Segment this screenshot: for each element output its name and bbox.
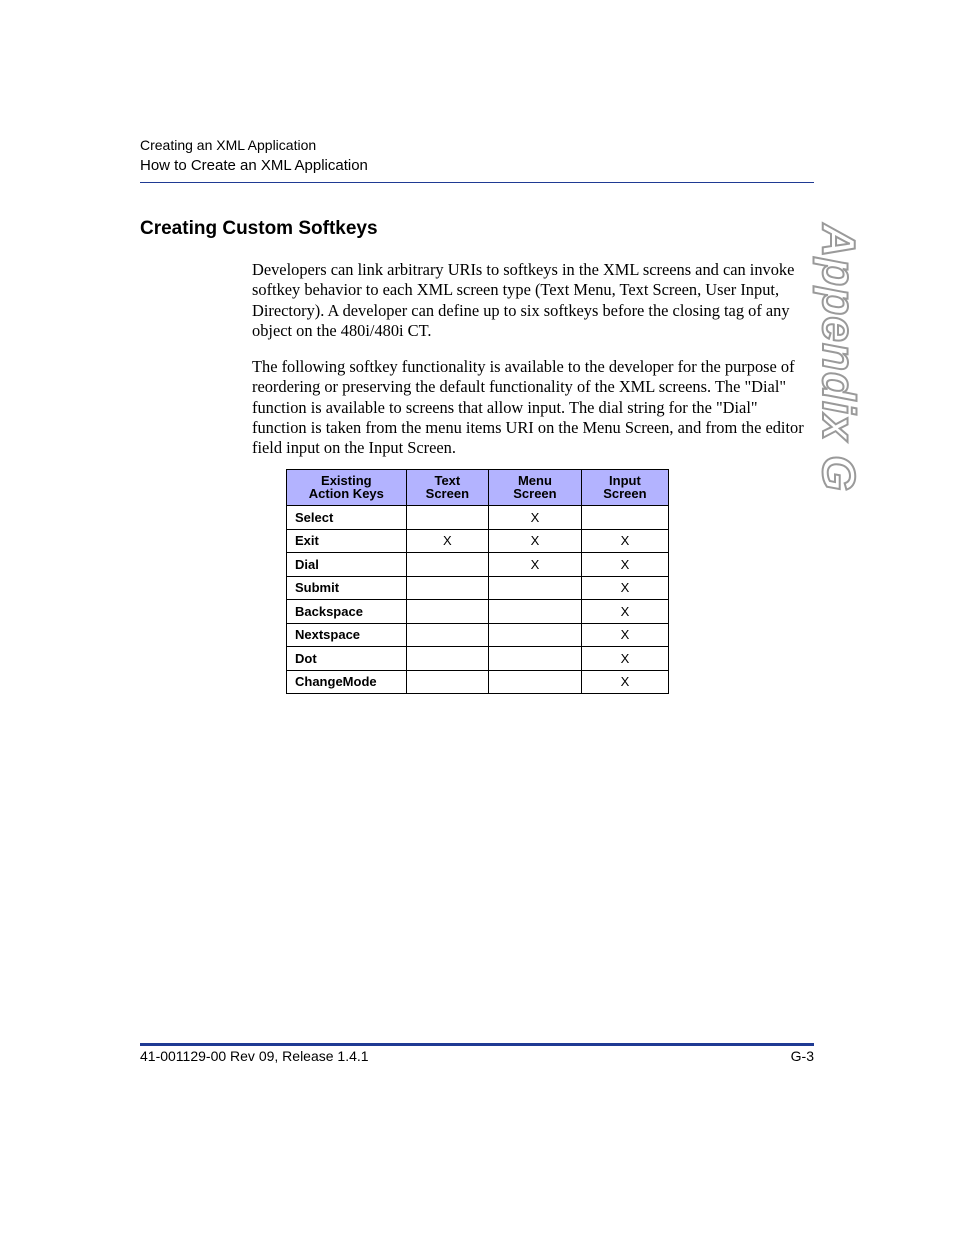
table-row	[287, 576, 669, 600]
table-cell: X	[581, 623, 668, 647]
table-row	[287, 553, 669, 577]
table-cell: X	[489, 529, 582, 553]
softkey-table	[286, 469, 669, 694]
appendix-side-tab-label: Appendix G	[813, 223, 865, 492]
table-row	[287, 529, 669, 553]
table-cell-key: Submit	[287, 576, 407, 600]
appendix-side-tab	[813, 223, 865, 492]
table-cell: X	[581, 529, 668, 553]
table-cell	[406, 553, 488, 577]
table-cell-key: ChangeMode	[287, 670, 407, 694]
header-cell-input-screen: Input Screen	[581, 470, 668, 506]
running-header-chapter: Creating an XML Application	[140, 137, 317, 153]
table-cell	[489, 670, 582, 694]
running-header-section: How to Create an XML Application	[140, 157, 368, 174]
footer-divider	[140, 1043, 814, 1046]
table-cell: X	[581, 576, 668, 600]
table-cell	[489, 623, 582, 647]
table-cell: X	[581, 670, 668, 694]
table-cell	[406, 506, 488, 530]
table-row	[287, 647, 669, 671]
table-cell: X	[489, 553, 582, 577]
table-cell	[406, 670, 488, 694]
table-cell	[406, 600, 488, 624]
table-cell-key: Select	[287, 506, 407, 530]
table-cell: X	[581, 647, 668, 671]
header-cell-text-screen: Text Screen	[406, 470, 488, 506]
table-row	[287, 506, 669, 530]
section-title: Creating Custom Softkeys	[140, 218, 378, 239]
table-row	[287, 600, 669, 624]
table-cell: X	[581, 553, 668, 577]
table-cell-key: Backspace	[287, 600, 407, 624]
table-header-row	[287, 470, 669, 506]
paragraph-intro: Developers can link arbitrary URIs to softkeys in the XML screens and can invoke softkey behavior to each XML screen type (Text Menu, Text Screen, User Input, Directory). A developer can define up to six softkeys before the closing tag of any object on the 480i/480i CT.	[252, 260, 795, 340]
header-cell-action-keys: Existing Action Keys	[287, 470, 407, 506]
table-cell-key: Dot	[287, 647, 407, 671]
table-cell	[406, 647, 488, 671]
table-row	[287, 670, 669, 694]
footer-doc-id: 41-001129-00 Rev 09, Release 1.4.1	[140, 1048, 369, 1064]
footer-page-number: G-3	[790, 1048, 814, 1064]
header-divider	[140, 182, 814, 183]
table-cell-key: Dial	[287, 553, 407, 577]
table-cell	[489, 600, 582, 624]
table-cell-key: Nextspace	[287, 623, 407, 647]
paragraph-functionality: The following softkey functionality is available to the developer for the purpose of reordering or preserving the default functionality of the XML screens. The "Dial" function is available to screens that allow input. The dial string for the "Dial" function is taken from the menu items URI on the Menu Screen, and from the editor field input on the Input Screen.	[252, 357, 804, 458]
table-cell: X	[489, 506, 582, 530]
table-cell-key: Exit	[287, 529, 407, 553]
table-cell	[581, 506, 668, 530]
header-cell-menu-screen: Menu Screen	[489, 470, 582, 506]
table-cell	[406, 623, 488, 647]
table-cell	[489, 647, 582, 671]
table-cell	[489, 576, 582, 600]
table-row	[287, 623, 669, 647]
table-cell	[406, 576, 488, 600]
table-cell: X	[406, 529, 488, 553]
table-cell: X	[581, 600, 668, 624]
